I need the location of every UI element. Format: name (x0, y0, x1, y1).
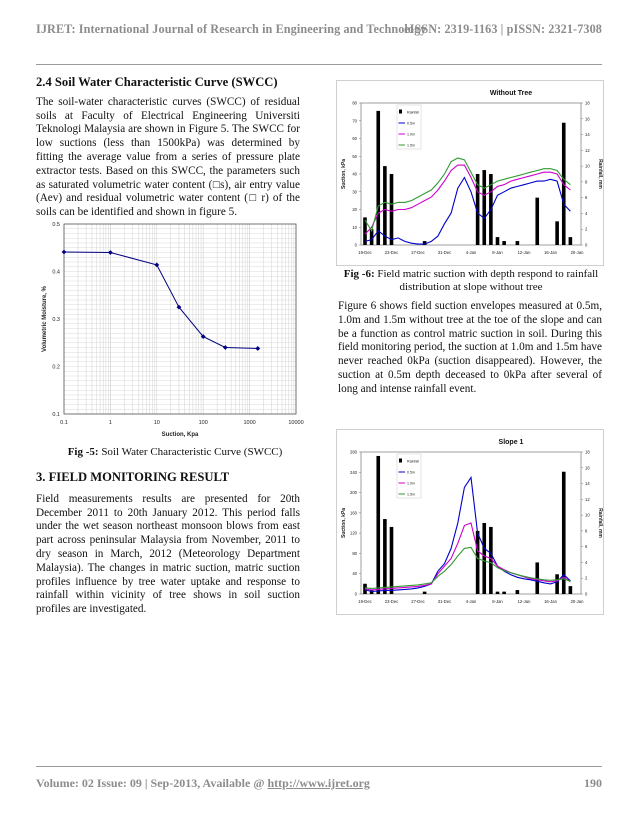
legend-label: Rainfall (407, 110, 419, 115)
footer-link[interactable]: http://www.ijret.org (267, 776, 370, 790)
y2-tick-label: 6 (585, 195, 588, 201)
y-tick-label: 50 (352, 153, 357, 159)
y-tick-label: 240 (350, 469, 357, 475)
legend-label: 1.5m (407, 492, 415, 497)
rainfall-bar (390, 527, 394, 594)
y-tick-label: 120 (350, 530, 357, 536)
rainfall-bar (496, 592, 500, 594)
y-tick-label: 0 (354, 591, 357, 597)
y2-tick-label: 0 (585, 242, 588, 248)
rainfall-bar (502, 241, 506, 245)
y-tick-label: 30 (352, 189, 357, 195)
rainfall-bar (569, 586, 573, 594)
y-tick-label: 160 (350, 510, 357, 516)
y-tick-label: 70 (352, 118, 357, 124)
y2-tick-label: 12 (585, 147, 590, 153)
chart-title: Without Tree (489, 90, 533, 97)
swcc-point (223, 345, 228, 350)
right-column-text (338, 300, 602, 397)
y2-tick-label: 12 (585, 496, 590, 502)
footer-volume: Volume: 02 Issue: 09 | Sep-2013, Available @ (36, 776, 268, 790)
rainfall-bar (569, 237, 573, 245)
fig5-caption-text: Soil Water Characteristic Curve (SWCC) (98, 446, 283, 458)
y-tick-label: 80 (352, 100, 357, 106)
rainfall-bar (516, 590, 520, 594)
fig5-caption (50, 446, 300, 459)
legend-label: 1.0m (407, 132, 415, 137)
left-column-bottom (36, 471, 300, 617)
rainfall-bar (496, 237, 500, 245)
rainfall-bar (376, 111, 380, 245)
y-tick-label: 40 (352, 571, 357, 577)
page-header (36, 22, 602, 37)
y-tick-label: 280 (350, 449, 357, 455)
y2-axis-label: Rainfall, mm (597, 508, 603, 538)
legend-label: Rainfall (407, 459, 419, 464)
rainfall-bar (555, 221, 559, 245)
y2-tick-label: 8 (585, 528, 588, 534)
x-tick-label: 19-Dec (358, 599, 372, 604)
y-tick-label: 200 (350, 490, 357, 496)
y-tick-label: 80 (352, 550, 357, 556)
x-tick-label: 4-Jan (465, 250, 477, 255)
page-footer (36, 776, 602, 791)
rainfall-bar (376, 456, 380, 594)
x-tick-label: 100 (198, 420, 208, 426)
section-title-field: 3. FIELD MONITORING RESULT (36, 470, 230, 484)
plot-frame (361, 103, 581, 245)
rainfall-bar (502, 592, 506, 594)
header-rule (36, 64, 602, 65)
chart-title: Slope 1 (498, 439, 524, 446)
rainfall-bar (555, 574, 559, 594)
x-tick-label: 23-Dec (384, 250, 399, 255)
x-tick-label: 8-Jan (492, 250, 503, 255)
x-tick-label: 19-Dec (358, 250, 372, 255)
x-tick-label: 20-Jan (570, 250, 584, 255)
swcc-chart (36, 218, 306, 440)
swcc-point (108, 250, 113, 255)
paragraph-swcc: The soil-water characteristic curves (SWCC) of residual soils at Faculty of Electrical Engineering Universiti Teknologi Malaysia are shown in Figure 5. The SWCC for low suctions (less than 1500kPa) was determined by fitting the average value from a series of pressure plate extractor tests. Based on this SWCC, the parameters such as saturated volumetric water content (□s), air entry value (Aev) and residual volumetric water content (□ r) of the soils can be identified and shown in figure 5. (36, 95, 300, 219)
journal-title: IJRET: International Journal of Research in Engineering and Technology (36, 22, 427, 36)
suction-line-1_0m (365, 165, 570, 234)
x-tick-label: 0.1 (60, 420, 68, 426)
rainfall-bar (476, 531, 480, 594)
y-tick-label: 0.1 (52, 412, 60, 418)
y2-tick-label: 6 (585, 544, 588, 550)
section-title-swcc: 2.4 Soil Water Characteristic Curve (SWCC) (36, 75, 278, 89)
y2-tick-label: 14 (585, 481, 590, 487)
x-tick-label: 4-Jan (465, 599, 477, 604)
x-tick-label: 10000 (288, 420, 304, 426)
y2-tick-label: 18 (585, 449, 590, 455)
paragraph-fig6: Figure 6 shows field suction envelopes measured at 0.5m, 1.0m and 1.5m without tree at the toe of the slope and can be a function as control matric suction in soil. During this field monitoring period, the suction at 1.0m and 1.5m have never reached 0kPa (suction disappeared). However, the suction at 0.5m depth deceased to 0kPa after several of long and intense rainfall event. (338, 300, 602, 395)
y-tick-label: 60 (352, 136, 357, 141)
fig6-caption-label: Fig -6: (343, 268, 375, 280)
y-tick-label: 0.4 (52, 269, 60, 276)
page-number: 190 (584, 776, 602, 790)
x-tick-label: 23-Dec (384, 599, 399, 604)
legend-swatch (399, 459, 402, 463)
rainfall-bar (383, 519, 387, 594)
y2-tick-label: 4 (585, 559, 588, 565)
x-tick-label: 31-Dec (437, 250, 452, 255)
x-tick-label: 27-Dec (411, 599, 425, 604)
y2-tick-label: 4 (585, 210, 588, 216)
suction-line-0_5m (365, 178, 570, 245)
y-axis-label: Volumetric Moisture, % (42, 286, 48, 352)
swcc-point (255, 346, 260, 351)
rainfall-bar (535, 198, 539, 245)
rainfall-bar (482, 523, 486, 594)
x-tick-label: 20-Jan (570, 599, 584, 604)
y2-tick-label: 0 (585, 591, 588, 597)
legend-label: 1.0m (407, 481, 415, 486)
y-tick-label: 10 (352, 224, 357, 230)
suction-line-1_5m (365, 158, 570, 231)
legend-swatch (399, 110, 402, 114)
y2-tick-label: 16 (585, 116, 590, 122)
suction-line-0_5m (365, 477, 570, 591)
legend-label: 1.5m (407, 143, 415, 148)
rainfall-bar (390, 174, 394, 245)
x-tick-label: 1 (108, 420, 112, 426)
y2-tick-label: 18 (585, 100, 590, 106)
y2-tick-label: 2 (585, 226, 588, 232)
without-tree-chart (336, 80, 604, 266)
left-column-top (36, 76, 300, 220)
fig5-caption-label: Fig -5: (67, 446, 99, 458)
legend-label: 0.5m (407, 470, 415, 475)
y-tick-label: 40 (352, 171, 357, 177)
rainfall-bar (516, 241, 520, 245)
x-tick-label: 16-Jan (544, 250, 557, 255)
issn: eISSN: 2319-1163 | pISSN: 2321-7308 (404, 22, 602, 36)
x-tick-label: 12-Jan (517, 250, 531, 255)
y2-axis-label: Rainfall, mm (597, 159, 603, 189)
y-tick-label: 0.3 (52, 317, 60, 323)
y2-tick-label: 8 (585, 179, 588, 185)
x-axis-label: Suction, Kpa (161, 432, 199, 438)
y2-tick-label: 14 (585, 132, 590, 138)
y-axis-label: Suction, kPa (341, 158, 347, 190)
y-tick-label: 0.5 (52, 222, 60, 228)
x-tick-label: 27-Dec (411, 250, 425, 255)
slope1-chart (336, 429, 604, 615)
y2-tick-label: 2 (585, 575, 588, 581)
y-tick-label: 20 (352, 207, 357, 212)
y-axis-label: Suction, kPa (341, 507, 347, 539)
y-tick-label: 0.2 (52, 364, 60, 371)
fig6-caption (340, 268, 602, 294)
y2-tick-label: 10 (585, 512, 590, 518)
fig6-caption-text: Field matric suction with depth respond to rainfall distribution at slope without tree (374, 268, 599, 293)
x-tick-label: 8-Jan (492, 599, 503, 604)
x-tick-label: 31-Dec (437, 599, 452, 604)
x-tick-label: 16-Jan (544, 599, 557, 604)
paragraph-field: Field measurements results are presented for 20th December 2011 to 20th January 2012. This period falls under the wet season northeast monsoon blows from east part across peninsular Malaysia from November, 2011 to dry season in March, 2012 (Meteorology Department Malaysia). The changes in matric suction, matric suction profiles influence by tree water uptake and response to rainfall within vicinity of tree shows in soil suction profiles are investigated. (36, 492, 300, 616)
rainfall-bar (423, 592, 427, 594)
rainfall-bar (482, 170, 486, 245)
y2-tick-label: 16 (585, 465, 590, 471)
x-tick-label: 1000 (243, 420, 256, 426)
x-tick-label: 10 (153, 420, 160, 426)
legend-label: 0.5m (407, 121, 415, 126)
footer-rule (36, 766, 602, 767)
x-tick-label: 12-Jan (517, 599, 531, 604)
y-tick-label: 0 (354, 242, 357, 248)
swcc-point (62, 250, 67, 255)
y2-tick-label: 10 (585, 163, 590, 169)
rainfall-bar (383, 166, 387, 245)
suction-line-1_0m (365, 523, 570, 590)
